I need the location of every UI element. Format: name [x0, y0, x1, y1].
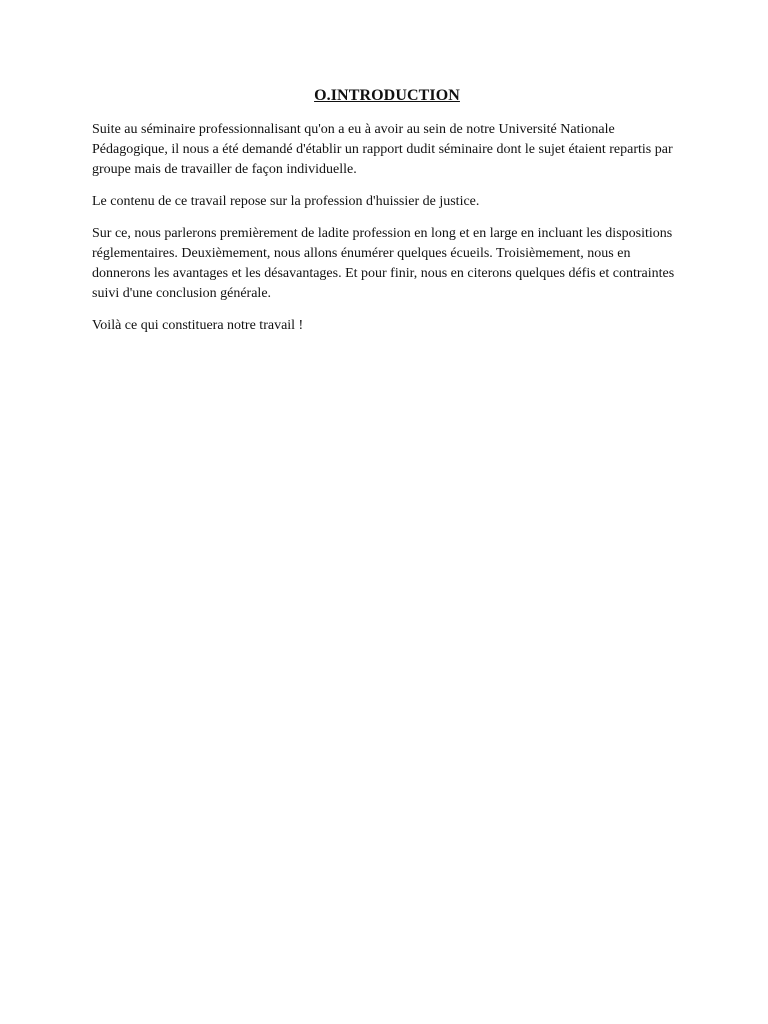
document-body: [92, 86, 682, 348]
intro-paragraph-1: Suite au séminaire professionnalisant qu'on a eu à avoir au sein de notre Université Nationale Pédagogique, il nous a été demandé d'établir un rapport dudit séminaire dont le sujet étaient repartis par groupe mais de travailler de façon individuelle.: [92, 122, 673, 177]
intro-paragraph-3: Sur ce, nous parlerons premièrement de ladite profession en long et en large en incluant les dispositions réglementaires. Deuxièmement, nous allons énumérer quelques écueils. Troisièmement, nous en donnerons les avantages et les désavantages. Et pour finir, nous en citerons quelques défis et contraintes suivi d'une conclusion générale.: [92, 226, 675, 301]
intro-paragraph-4: Voilà ce qui constituera notre travail !: [92, 318, 304, 333]
section-title: O.INTRODUCTION: [314, 87, 460, 104]
intro-paragraph-2: Le contenu de ce travail repose sur la profession d'huissier de justice.: [92, 194, 480, 209]
